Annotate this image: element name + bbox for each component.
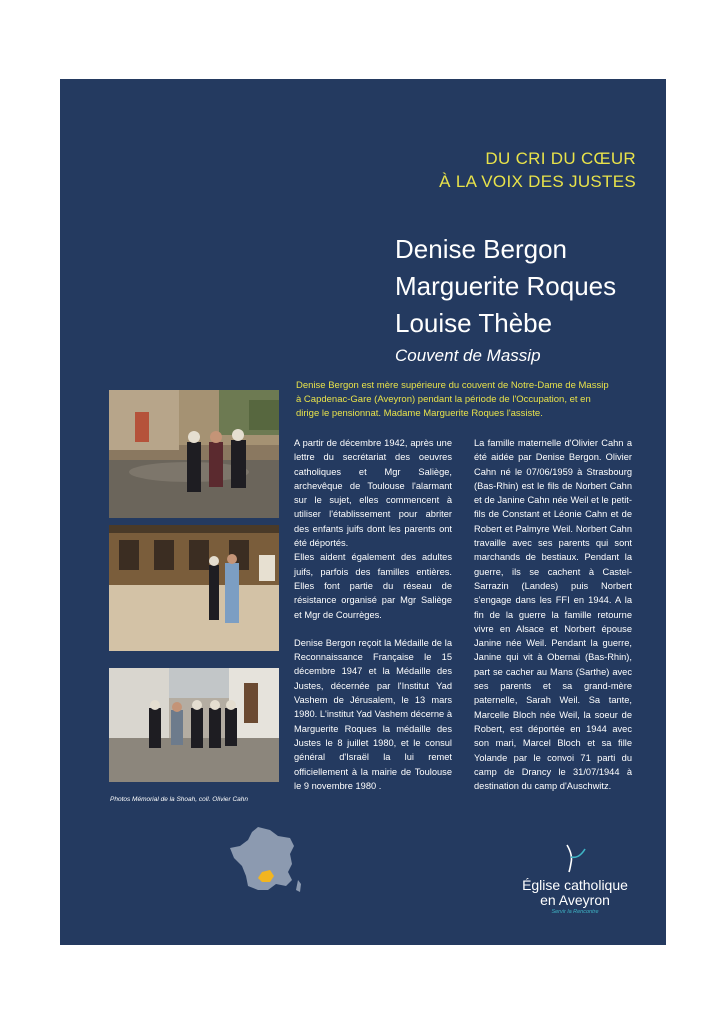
photo-nuns-courtyard: [109, 390, 279, 518]
name-louise-thebe: Louise Thèbe: [395, 308, 553, 338]
logo-line-1: Église catholique: [522, 877, 628, 893]
photo-3-image: [109, 668, 279, 782]
column2-paragraph-1: La famille maternelle d'Olivier Cahn a été aidée par Denise Bergon. Olivier Cahn né le 07/06/1959 à Strasbourg (Bas-Rhin) est le fils de Norbert Cahn et de Janine Cahn née Weil et le petit-fils de Constant et Léonie Cahn et de Robert et Palmyre Weil. Norbert Cahn travaille avec ses parents qui sont marchands de bestiaux. Pendant la guerre, ils se cachent à Castel-Sarrazin (Landes) puis Norbert s'engage dans les FFI en 1944. A la fin de la guerre la famille retourne vivre en Alsace et Norbert épouse Janine née Weil. Pendant la guerre, Janine qui vit à Obernai (Bas-Rhin), part se cacher au Mans (Sarthe) avec ses parents et sa grand-mère paternelle, Sarah Weil. Sa tante, Marcelle Bloch née Weil, la soeur de Robert, est déportée en 1944 avec son mari, Marcel Bloch et sa fille Yolande par le convoi 71 parti du camp de Drancy le 31/07/1944 à destination du camp d'Auschwitz.: [474, 438, 632, 792]
name-marguerite-roques: Marguerite Roques: [395, 271, 617, 301]
diocese-logo: [500, 841, 650, 915]
column1-paragraph-3: Denise Bergon reçoit la Médaille de la Reconnaissance Française le 15 décembre 1947 et la Médaille des Justes, décernée par l'Institut Yad Vashem de Jérusalem, le 13 mars 1980. L'institut Yad Vashem décerne à Marguerite Roques la médaille des Justes le 8 juillet 1980, et le consul général d'Israël la lui remet officiellement à la mairie de Toulouse le 9 novembre 1980 .: [294, 637, 452, 791]
logo-mark-icon: [557, 841, 593, 873]
column1-paragraph-2: Elles aident également des adultes juifs, parfois des familles entières. Elles font partie du réseau de résistance organisé par Mgr Saliège et Mgr de Courrèges.: [294, 552, 452, 620]
photo-two-figures-building: [109, 525, 279, 651]
photo-2-image: [109, 525, 279, 651]
france-map-icon: [228, 824, 303, 899]
poster-header: [439, 147, 636, 193]
photo-1-image: [109, 390, 279, 518]
header-line-2: À LA VOIX DES JUSTES: [439, 172, 636, 191]
text-column-1: [294, 436, 452, 807]
intro-paragraph: Denise Bergon est mère supérieure du couvent de Notre-Dame de Massip à Capdenac-Gare (Aveyron) pendant la période de l'Occupation, et en dirige le pensionnat. Madame Marguerite Roques l'assiste.: [296, 380, 609, 419]
photo-caption: Photos Mémorial de la Shoah, coll. Olivier Cahn: [110, 796, 249, 803]
names-block: [395, 231, 616, 368]
location-subtitle: Couvent de Massip: [395, 346, 541, 365]
poster-panel: [60, 79, 666, 945]
logo-tagline: Servir la Rencontre: [551, 909, 599, 915]
text-column-2: [474, 436, 632, 807]
photo-group-street: [109, 668, 279, 782]
logo-line-2: en Aveyron: [540, 892, 610, 908]
name-denise-bergon: Denise Bergon: [395, 234, 567, 264]
header-line-1: DU CRI DU CŒUR: [485, 149, 636, 168]
france-map: [228, 824, 303, 899]
column1-paragraph-1: A partir de décembre 1942, après une lettre du secrétariat des oeuvres catholiques et Mgr Saliège, archevêque de Toulouse l'alarmant sur le sujet, elles commencent à utiliser l'établissement pour abriter des enfants juifs dont les parents ont été déportés.: [294, 438, 452, 549]
